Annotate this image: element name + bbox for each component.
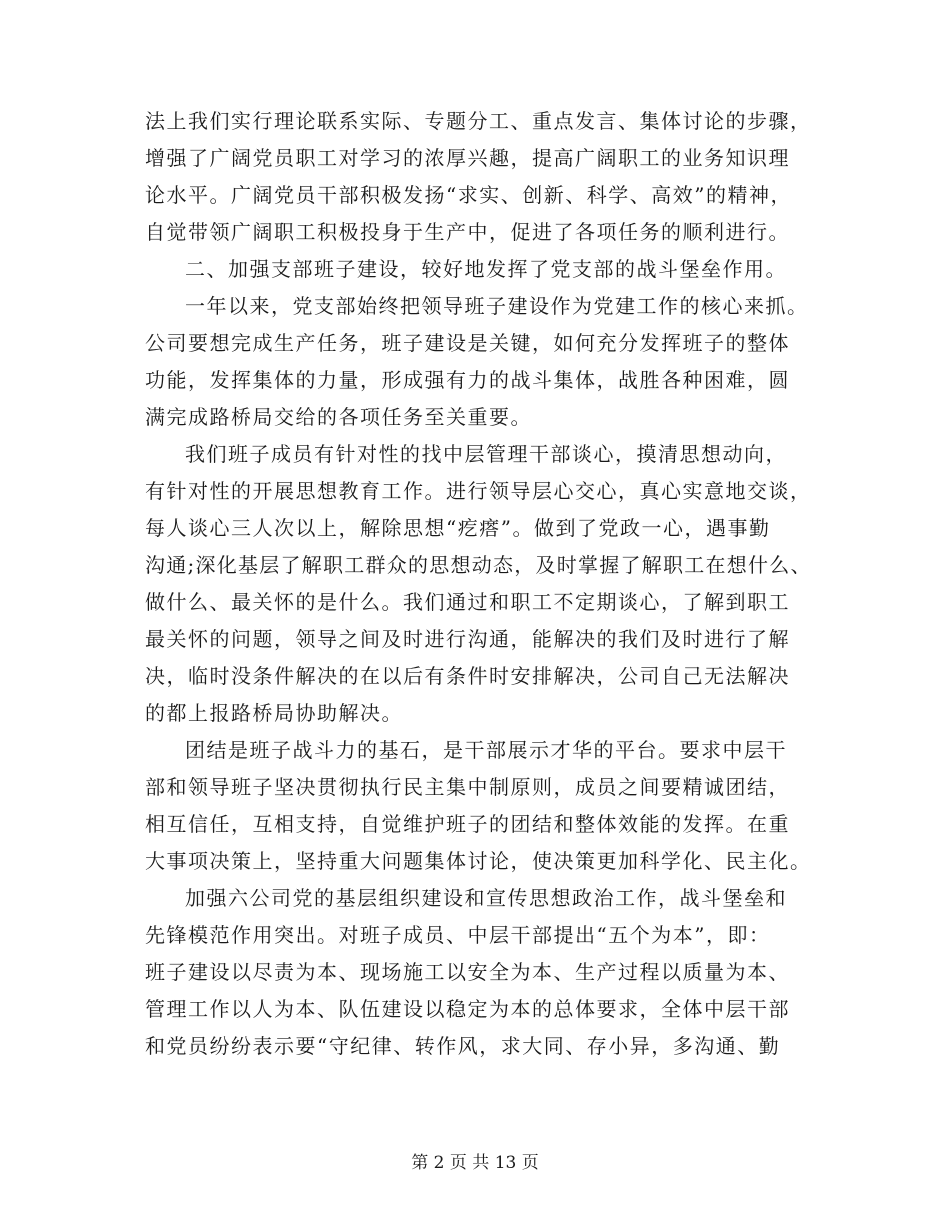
text-line: 论水平。广阔党员干部积极发扬“求实、创新、科学、高效”的精神， xyxy=(145,183,792,207)
text-line: 自觉带领广阔职工积极投身于生产中，促进了各项任务的顺利进行。 xyxy=(145,220,790,244)
text-line: 公司要想完成生产任务，班子建设是关键，如何充分发挥班子的整体 xyxy=(145,331,790,355)
text-line: 最关怀的问题，领导之间及时进行沟通，能解决的我们及时进行了解 xyxy=(145,627,790,651)
text-line: 增强了广阔党员职工对学习的浓厚兴趣，提高广阔职工的业务知识理 xyxy=(145,146,790,170)
text-line: 先锋模范作用突出。对班子成员、中层干部提出“五个为本”，即： xyxy=(145,923,771,947)
text-line: 的都上报路桥局协助解决。 xyxy=(145,701,403,725)
text-line: 我们班子成员有针对性的找中层管理干部谈心，摸清思想动向， xyxy=(185,442,787,466)
text-line: 每人谈心三人次以上，解除思想“疙瘩”。做到了党政一心，遇事勤 xyxy=(145,516,771,540)
text-line: 加强六公司党的基层组织建设和宣传思想政治工作，战斗堡垒和 xyxy=(185,886,787,910)
page-number-footer: 第 2 页 共 13 页 xyxy=(411,1153,539,1173)
text-line: 班子建设以尽责为本、现场施工以安全为本、生产过程以质量为本、 xyxy=(145,960,790,984)
text-line: 管理工作以人为本、队伍建设以稳定为本的总体要求，全体中层干部 xyxy=(145,997,790,1021)
text-line: 沟通;深化基层了解职工群众的思想动态，及时掌握了解职工在想什么、 xyxy=(145,553,812,577)
text-line: 部和领导班子坚决贯彻执行民主集中制原则，成员之间要精诚团结， xyxy=(145,775,790,799)
text-line: 做什么、最关怀的是什么。我们通过和职工不定期谈心，了解到职工 xyxy=(145,590,790,614)
text-line: 决，临时没条件解决的在以后有条件时安排解决，公司自己无法解决 xyxy=(145,664,790,688)
text-line: 有针对性的开展思想教育工作。进行领导层心交心，真心实意地交谈， xyxy=(145,479,812,503)
text-line: 功能，发挥集体的力量，形成强有力的战斗集体，战胜各种困难，圆 xyxy=(145,368,790,392)
text-line: 法上我们实行理论联系实际、专题分工、重点发言、集体讨论的步骤， xyxy=(145,109,812,133)
text-line: 团结是班子战斗力的基石，是干部展示才华的平台。要求中层干 xyxy=(185,738,787,762)
text-line: 一年以来，党支部始终把领导班子建设作为党建工作的核心来抓。 xyxy=(185,294,809,318)
text-line: 满完成路桥局交给的各项任务至关重要。 xyxy=(145,405,532,429)
text-line: 相互信任，互相支持，自觉维护班子的团结和整体效能的发挥。在重 xyxy=(145,812,790,836)
section-heading: 二、加强支部班子建设，较好地发挥了党支部的战斗堡垒作用。 xyxy=(185,257,787,281)
text-line: 大事项决策上，坚持重大问题集体讨论，使决策更加科学化、民主化。 xyxy=(145,849,812,873)
text-line: 和党员纷纷表示要“守纪律、转作风，求大同、存小异，多沟通、勤 xyxy=(145,1034,781,1058)
